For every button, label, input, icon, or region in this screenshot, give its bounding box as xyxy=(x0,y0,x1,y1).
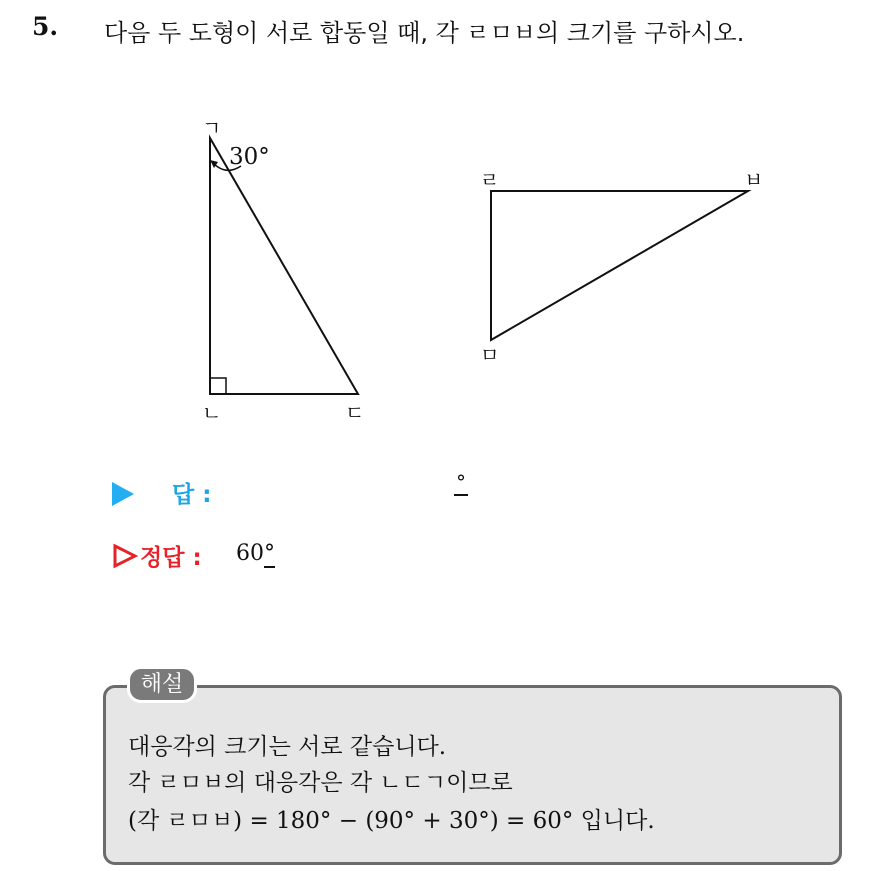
answer-blank[interactable] xyxy=(454,470,468,494)
explanation-line-3: (각 ㄹㅁㅂ) = 180° − (90° + 30°) = 60° 입니다. xyxy=(128,808,655,834)
correct-unit: ° xyxy=(264,541,275,566)
vertex-label-r: ㄹ xyxy=(480,168,500,192)
play-triangle-icon xyxy=(112,482,134,506)
outline-triangle-icon xyxy=(112,543,138,569)
correct-label: 정답 : xyxy=(140,545,202,571)
explanation-tag: 해설 xyxy=(127,666,197,703)
angle-label: 30° xyxy=(229,144,270,170)
explanation-line-2: 각 ㄹㅁㅂ의 대응각은 각 ㄴㄷㄱ이므로 xyxy=(128,770,513,796)
question-text: 다음 두 도형이 서로 합동일 때, 각 ㄹㅁㅂ의 크기를 구하시오. xyxy=(104,19,745,47)
vertex-label-b: ㅂ xyxy=(744,168,764,192)
triangle-gnd xyxy=(210,138,358,394)
question-number: 5. xyxy=(32,12,59,41)
explanation-line-1: 대응각의 크기는 서로 같습니다. xyxy=(128,734,447,760)
vertex-label-m: ㅁ xyxy=(480,343,500,367)
vertex-label-d: ㄷ xyxy=(345,401,365,425)
correct-value: 60 xyxy=(236,541,264,566)
vertex-label-g: ㄱ xyxy=(202,116,222,140)
answer-row xyxy=(112,470,466,508)
triangle-rmb xyxy=(491,191,748,340)
correct-answer-row xyxy=(112,541,275,571)
right-angle-marker xyxy=(210,378,226,394)
vertex-label-n: ㄴ xyxy=(202,401,222,425)
correct-value-wrap xyxy=(236,541,275,566)
answer-label: 답 : xyxy=(172,482,212,508)
answer-unit: ° xyxy=(456,470,466,494)
